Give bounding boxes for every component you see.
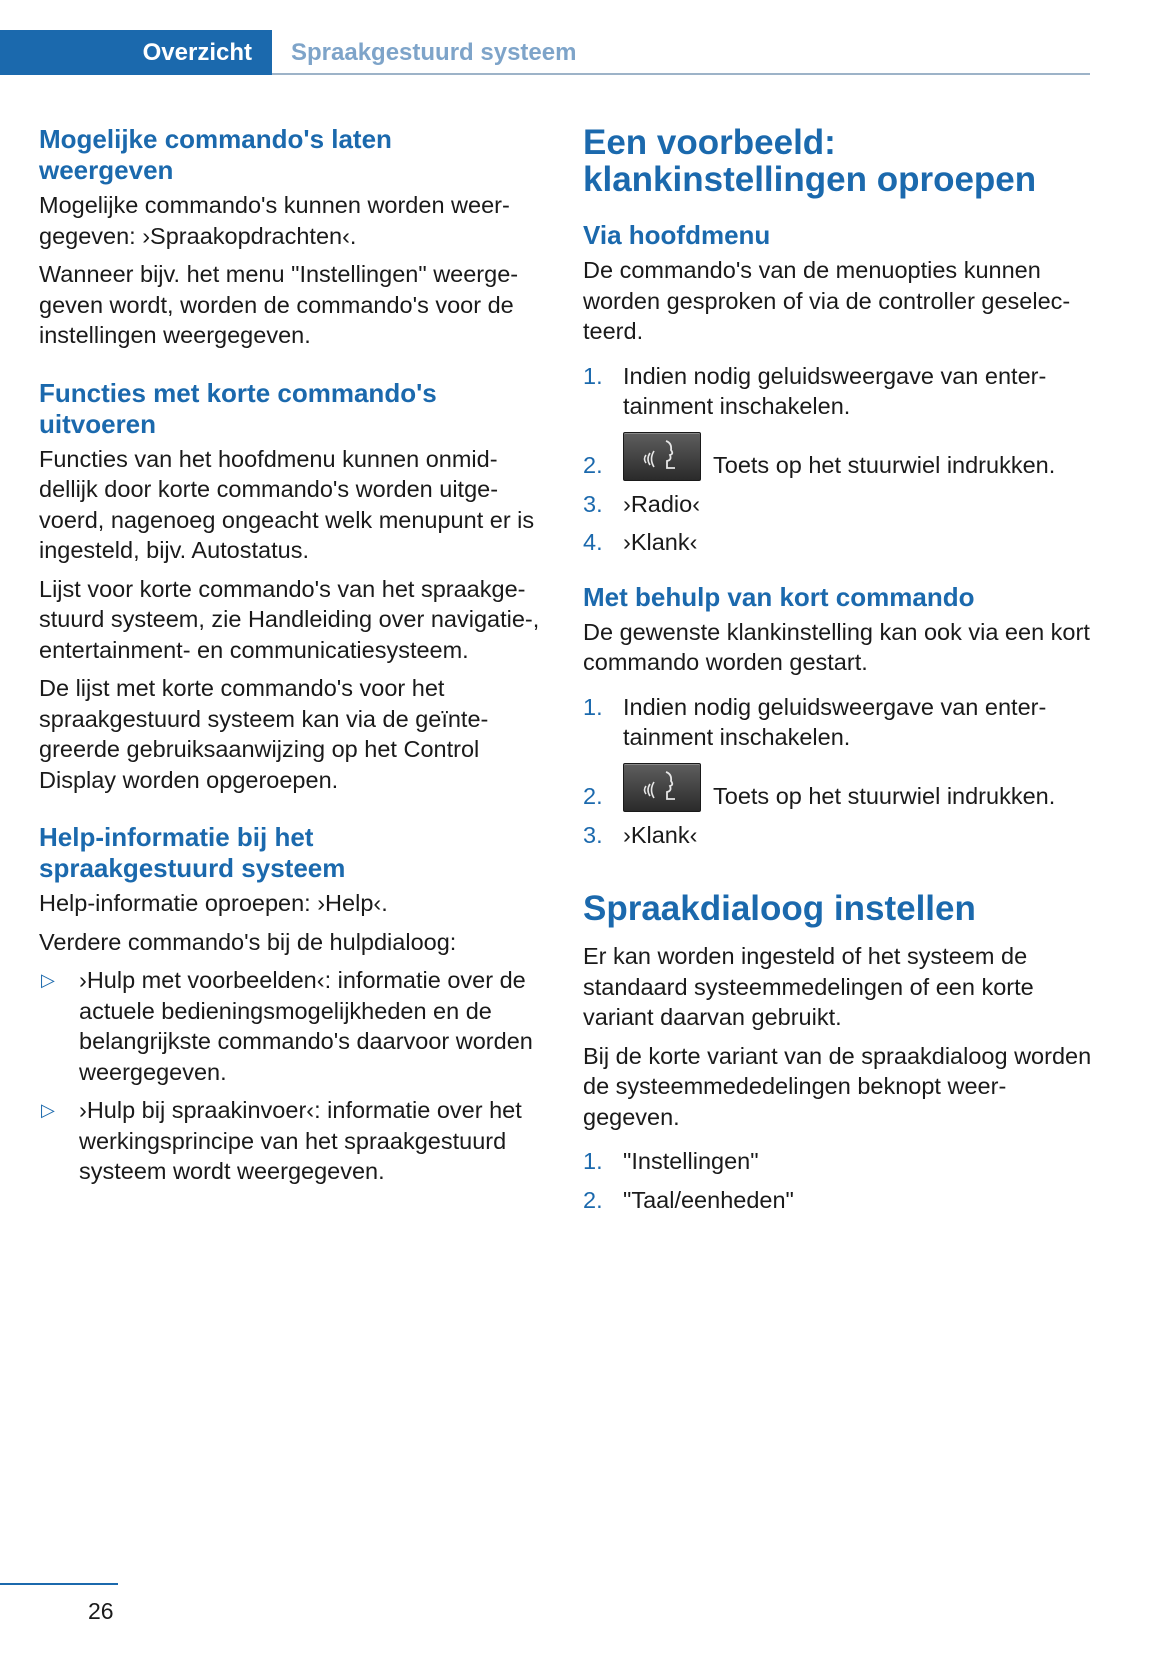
paragraph: De commando's van de menuopties kunnen worden gesproken of via de controller geselecteerd. <box>583 257 1071 344</box>
step-number: 1. <box>583 693 603 720</box>
list-item <box>583 361 1093 422</box>
paragraph: Verdere commando's bij de hulpdialoog: <box>39 928 457 955</box>
list-item <box>583 527 1093 558</box>
step-text: ›Klank‹ <box>623 821 698 848</box>
step-number: 2. <box>583 452 603 478</box>
list-item <box>583 432 1093 481</box>
triangle-bullet-icon: ▷ <box>41 1100 55 1120</box>
paragraph: Lijst voor korte commando's van het spraakgestuurd systeem, zie Handleiding over navigatie-, entertainment- en communicatiesysteem. <box>39 575 540 663</box>
step-text: "Taal/eenheden" <box>623 1186 794 1213</box>
voice-command-key-icon <box>623 763 701 812</box>
step-number: 4. <box>583 529 603 555</box>
paragraph: Wanneer bijv. het menu "Instellingen" weergegeven wordt, worden de commando's voor de instellingen weergegeven. <box>39 261 519 348</box>
chapter-heading: Spraakdialoog instellen <box>583 889 976 928</box>
list-item <box>583 763 1093 812</box>
section-heading: Help-informatie bij het spraakgestuurd systeem <box>39 822 346 883</box>
step-number: 1. <box>583 362 603 389</box>
bullet-list <box>39 965 544 1187</box>
list-item <box>583 489 1093 520</box>
step-number: 2. <box>583 783 603 809</box>
footer-rule <box>0 1583 118 1585</box>
paragraph: De lijst met korte commando's voor het spraakgestuurd systeem kan via de geïntegreerde gebruiksaanwijzing op het Control Display worden opgeroepen. <box>39 675 489 793</box>
section-heading: Via hoofdmenu <box>583 220 771 250</box>
triangle-bullet-icon: ▷ <box>41 970 55 990</box>
step-number: 3. <box>583 821 603 848</box>
step-list <box>583 361 1093 558</box>
paragraph: Help-informatie oproepen: ›Help‹. <box>39 890 388 916</box>
step-text: Toets op het stuurwiel indrukken. <box>713 452 1056 478</box>
step-number: 2. <box>583 1186 603 1213</box>
list-item <box>39 965 544 1087</box>
chapter-heading: Een voorbeeld: klankinstellingen oproepen <box>583 123 1037 199</box>
step-number: 1. <box>583 1148 603 1174</box>
left-column <box>39 124 544 1195</box>
step-text: Indien nodig geluidsweergave van entertainment inschakelen. <box>623 693 1047 750</box>
voice-command-key-icon <box>623 432 701 481</box>
step-text: Toets op het stuurwiel indrukken. <box>713 783 1056 809</box>
list-item <box>39 1095 544 1187</box>
section-heading: Functies met korte commando's uitvoeren <box>39 377 437 439</box>
right-column <box>583 124 1093 1223</box>
paragraph: De gewenste klankinstelling kan ook via een kort commando worden gestart. <box>583 618 1090 675</box>
step-number: 3. <box>583 490 603 517</box>
section-heading: Met behulp van kort commando <box>583 581 975 612</box>
section-tab: Overzicht <box>0 30 272 75</box>
page-header-title: Spraakgestuurd systeem <box>291 38 577 66</box>
step-list <box>583 692 1093 851</box>
step-text: ›Radio‹ <box>623 490 701 517</box>
section-heading: Mogelijke commando's laten weergeven <box>39 124 392 185</box>
step-text: ›Klank‹ <box>623 529 698 555</box>
list-item <box>583 692 1093 753</box>
list-item-text: ›Hulp met voorbeelden‹: informatie over de actuele bedieningsmogelijkheden en de belangrijkste commando's daarvoor worden weergegeven. <box>79 967 533 1085</box>
paragraph: Bij de korte variant van de spraakdialoog worden de systeemmededelingen beknopt weergegeven. <box>583 1042 1092 1130</box>
paragraph: Mogelijke commando's kunnen worden weergegeven: ›Spraakopdrachten‹. <box>39 192 510 249</box>
list-item <box>583 820 1093 851</box>
page-number: 26 <box>88 1598 114 1624</box>
list-item <box>583 1185 1093 1216</box>
paragraph: Er kan worden ingesteld of het systeem de standaard systeemmedelingen of een korte variant daarvan gebruikt. <box>583 943 1034 1030</box>
step-text: Indien nodig geluidsweergave van entertainment inschakelen. <box>623 362 1047 419</box>
header-rule <box>272 73 1090 75</box>
paragraph: Functies van het hoofdmenu kunnen onmiddellijk door korte commando's worden uitgevoerd, nagenoeg ongeacht welk menupunt er is ingesteld, bijv. Autostatus. <box>39 445 535 563</box>
step-list <box>583 1146 1093 1215</box>
list-item-text: ›Hulp bij spraakinvoer‹: informatie over het werkingsprincipe van het spraakgestuurd systeem wordt weergegeven. <box>79 1097 522 1184</box>
step-text: "Instellingen" <box>623 1148 759 1174</box>
list-item <box>583 1146 1093 1177</box>
